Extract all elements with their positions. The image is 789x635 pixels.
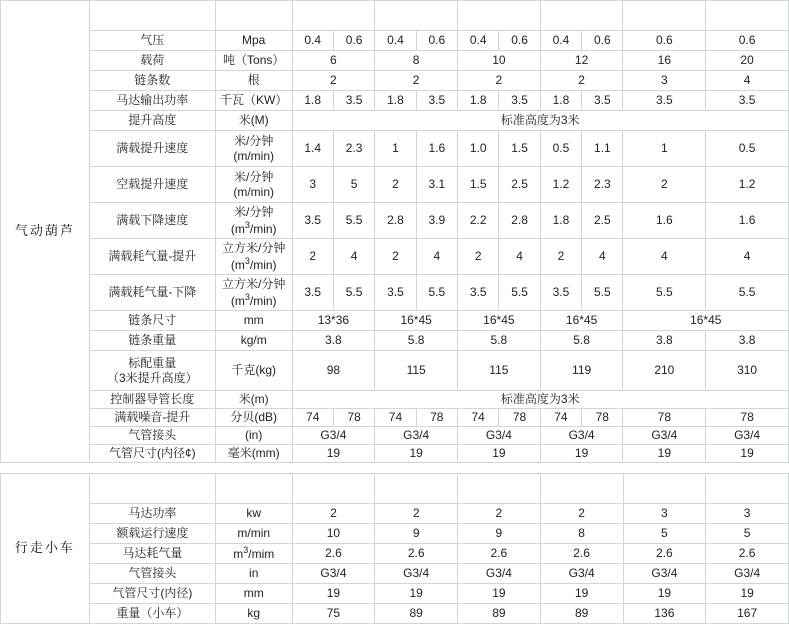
cell: 9 [458,524,541,544]
cell: 74 [540,409,581,427]
cell: 0.5 [706,131,789,167]
cell: 2 [292,504,375,524]
cell: G3/4 [706,564,789,584]
table-row [1,445,789,463]
table2-header-model-2: LSHQ8-2 [375,474,458,504]
cell: 2 [540,239,581,275]
cell: 9 [375,524,458,544]
table-separator [0,463,789,473]
cell: 2.3 [333,131,374,167]
cell: 2.6 [623,544,706,564]
cell: G3/4 [458,564,541,584]
cell: 0.6 [333,31,374,51]
cell: 0.4 [458,31,499,51]
table-row [1,564,789,584]
cell: 10 [458,51,541,71]
row-label: 气压 [89,31,215,51]
cell: 4 [333,239,374,275]
cell: 74 [458,409,499,427]
cell: 78 [623,409,706,427]
table2-header-row [1,474,789,504]
table-row [1,71,789,91]
cell: 3.8 [292,331,375,351]
cell: 136 [623,604,706,624]
table-row [1,409,789,427]
table1-header-model-5: LSHQ16-2 [623,1,706,31]
cell: 89 [375,604,458,624]
cell: 1 [375,131,416,167]
cell: 0.6 [623,31,706,51]
cell: 5.5 [416,275,457,311]
cell: 19 [540,445,623,463]
cell: 119 [540,351,623,391]
row-label: 额载运行速度 [89,524,215,544]
table2-side-label: 行走小车 [1,474,90,624]
row-label: 气管接头 [89,564,215,584]
cell: 13*36 [292,311,375,331]
cell: 5.5 [333,203,374,239]
table-row [1,239,789,275]
table1-side-label: 气动葫芦 [1,1,90,463]
cell: 3.1 [416,167,457,203]
cell: 2.3 [582,167,623,203]
cell: 5 [706,524,789,544]
table1-header-unit: 单 位 [215,1,292,31]
row-unit: kg [215,604,292,624]
table-row [1,51,789,71]
row-unit: mm [215,584,292,604]
cell: G3/4 [292,427,375,445]
cell: 19 [458,584,541,604]
cell: 2.6 [458,544,541,564]
table1-header-model-4: LSHQ12-2 [540,1,623,31]
cell: 89 [458,604,541,624]
cell: 8 [375,51,458,71]
cell: 3 [623,504,706,524]
cell: 1.5 [458,167,499,203]
cell: 2 [458,239,499,275]
cell: 3.5 [333,91,374,111]
table-row [1,604,789,624]
cell: 167 [706,604,789,624]
row-label: 满载耗气量-提升 [89,239,215,275]
cell: 19 [706,445,789,463]
row-label: 空载提升速度 [89,167,215,203]
cell: 3.5 [292,203,333,239]
cell: 1.8 [458,91,499,111]
table1-header-row [1,1,789,31]
cell: 3 [292,167,333,203]
cell: 3.5 [375,275,416,311]
cell: 19 [292,445,375,463]
cell: 5.5 [499,275,540,311]
cell: 16*45 [458,311,541,331]
cell: 3.5 [582,91,623,111]
cell: G3/4 [706,427,789,445]
table-row [1,504,789,524]
row-unit: 立方米/分钟 $(m^3/\min)$ [215,275,292,311]
cell: 2.8 [375,203,416,239]
table-row [1,391,789,409]
row-unit: 千瓦（KW） [215,91,292,111]
cell: 1.4 [292,131,333,167]
cell: 2 [292,239,333,275]
cell: 2 [540,504,623,524]
cell: 3.5 [706,91,789,111]
row-unit: kg/m [215,331,292,351]
cell: 16*45 [375,311,458,331]
cell: 2.6 [540,544,623,564]
row-unit: mm [215,311,292,331]
cell: 115 [458,351,541,391]
table1-header-model-2: LSHQ8-2 [375,1,458,31]
cell: G3/4 [540,564,623,584]
cell: 78 [416,409,457,427]
row-label: 气管尺寸(内径) [89,584,215,604]
row-label: 马达输出功率 [89,91,215,111]
table-row [1,203,789,239]
table-row [1,91,789,111]
cell: 20 [706,51,789,71]
row-unit: 米(M) [215,111,292,131]
cell: 1.1 [582,131,623,167]
table2-header-model-5: LSHQ16-2 [623,474,706,504]
cell: 19 [706,584,789,604]
cell: 19 [623,584,706,604]
row-label: 满载下降速度 [89,203,215,239]
cell: 3 [623,71,706,91]
row-label: 重量（小车） [89,604,215,624]
cell: 98 [292,351,375,391]
cell: 1.6 [623,203,706,239]
cell: 19 [458,445,541,463]
cell: 2.6 [706,544,789,564]
cell: 6 [292,51,375,71]
table2-header-unit: 单 位 [215,474,292,504]
row-unit: 立方米/分钟 $(m^3/\min)$ [215,239,292,275]
cell: 0.4 [292,31,333,51]
cell: 3.5 [623,91,706,111]
cell: 2 [458,71,541,91]
row-unit: kw [215,504,292,524]
cell: 3.8 [623,331,706,351]
cell: 2.8 [499,203,540,239]
cell: 2 [375,167,416,203]
row-label: 控制器导管长度 [89,391,215,409]
cell: 5 [333,167,374,203]
cell: 1.8 [292,91,333,111]
row-unit: $m^3$/mim [215,544,292,564]
cell: 2.6 [292,544,375,564]
cell: G3/4 [292,564,375,584]
row-label: 链条数 [89,71,215,91]
cell: 1.8 [540,91,581,111]
cell: 4 [499,239,540,275]
table2-header-model-3: LSHQ10-2 [458,474,541,504]
cell: 0.6 [706,31,789,51]
cell: 2.6 [375,544,458,564]
cell: 19 [623,445,706,463]
cell: 5 [623,524,706,544]
cell: 19 [375,584,458,604]
row-unit: 分贝(dB) [215,409,292,427]
table-row [1,544,789,564]
cell: 标准高度为3米 [292,111,788,131]
table-row [1,31,789,51]
cell: 0.5 [540,131,581,167]
cell: 19 [375,445,458,463]
table-row [1,427,789,445]
cell: 3.5 [499,91,540,111]
cell: 2 [458,504,541,524]
cell: 2 [623,167,706,203]
cell: G3/4 [375,564,458,584]
cell: 12 [540,51,623,71]
cell: 78 [333,409,374,427]
table-row [1,524,789,544]
row-label: 气管接头 [89,427,215,445]
cell: 89 [540,604,623,624]
cell: 5.5 [623,275,706,311]
row-label: 链条尺寸 [89,311,215,331]
row-label: 载荷 [89,51,215,71]
row-unit: 米/分钟 $(m^3/\min)$ [215,203,292,239]
row-unit: Mpa [215,31,292,51]
cell: 19 [292,584,375,604]
cell: 标准高度为3米 [292,391,788,409]
cell: G3/4 [623,427,706,445]
cell: 5.5 [333,275,374,311]
cell: 1.0 [458,131,499,167]
table-row [1,167,789,203]
cell: 5.5 [582,275,623,311]
cell: 2.5 [499,167,540,203]
cell: 115 [375,351,458,391]
cell: 3.5 [416,91,457,111]
table-row [1,331,789,351]
row-label: 马达功率 [89,504,215,524]
cell: G3/4 [375,427,458,445]
row-label: 标配重量 （3米提升高度） [89,351,215,391]
cell: 3.8 [706,331,789,351]
row-unit: 米/分钟 (m/min) [215,131,292,167]
cell: 0.6 [499,31,540,51]
row-unit: 千克(kg) [215,351,292,391]
cell: 3.5 [292,275,333,311]
row-label: 满载耗气量-下降 [89,275,215,311]
table-row [1,131,789,167]
cell: 78 [582,409,623,427]
cell: 5.8 [458,331,541,351]
cell: G3/4 [458,427,541,445]
cell: 0.6 [582,31,623,51]
table-row [1,275,789,311]
cell: 1.2 [540,167,581,203]
row-unit: 根 [215,71,292,91]
cell: 1.8 [540,203,581,239]
cell: 2 [292,71,375,91]
cell: 4 [706,71,789,91]
cell: 74 [292,409,333,427]
cell: 210 [623,351,706,391]
cell: 5.8 [375,331,458,351]
cell: 1.5 [499,131,540,167]
cell: 2 [540,71,623,91]
table1-header-model: 型 号 [89,1,215,31]
cell: 310 [706,351,789,391]
cell: 2.2 [458,203,499,239]
table-row [1,584,789,604]
table2-header-model-4: LSHQ12-2 [540,474,623,504]
cell: 10 [292,524,375,544]
row-unit: 米(m) [215,391,292,409]
row-label: 提升高度 [89,111,215,131]
cell: 78 [706,409,789,427]
cell: 1.2 [706,167,789,203]
cell: 2 [375,504,458,524]
cell: G3/4 [623,564,706,584]
cell: 1.6 [416,131,457,167]
cell: 1.6 [706,203,789,239]
row-unit: 吨（Tons） [215,51,292,71]
cell: 78 [499,409,540,427]
cell: 8 [540,524,623,544]
table1-header-model-1: LSHQ6-2 [292,1,375,31]
cell: 2 [375,239,416,275]
row-label: 链条重量 [89,331,215,351]
table-row [1,111,789,131]
cell: 2 [375,71,458,91]
cell: 4 [416,239,457,275]
cell: 16 [623,51,706,71]
row-label: 马达耗气量 [89,544,215,564]
table-row [1,351,789,391]
cell: 3.5 [458,275,499,311]
trolley-table [0,473,789,624]
cell: 0.4 [540,31,581,51]
cell: 3 [706,504,789,524]
table-row [1,311,789,331]
row-label: 满载噪音-提升 [89,409,215,427]
table2-header-model-6: LSHQ20-2 [706,474,789,504]
cell: 5.5 [706,275,789,311]
cell: 2.5 [582,203,623,239]
cell: 1.8 [375,91,416,111]
cell: 74 [375,409,416,427]
cell: 0.6 [416,31,457,51]
row-unit: 米/分钟 (m/min) [215,167,292,203]
cell: 0.4 [375,31,416,51]
table2-header-model-1: LSHQ6-2 [292,474,375,504]
cell: 3.9 [416,203,457,239]
cell: 4 [706,239,789,275]
table2-header-model: 型 号 [89,474,215,504]
row-label: 气管尺寸(内径¢) [89,445,215,463]
row-label: 满载提升速度 [89,131,215,167]
cell: 75 [292,604,375,624]
cell: 19 [540,584,623,604]
cell: 4 [582,239,623,275]
cell: 1 [623,131,706,167]
row-unit: m/min [215,524,292,544]
table1-header-model-3: LSHQ10-2 [458,1,541,31]
cell: G3/4 [540,427,623,445]
cell: 5.8 [540,331,623,351]
row-unit: (in) [215,427,292,445]
row-unit: 毫米(mm) [215,445,292,463]
cell: 4 [623,239,706,275]
cell: 16*45 [623,311,789,331]
row-unit: in [215,564,292,584]
cell: 3.5 [540,275,581,311]
cell: 16*45 [540,311,623,331]
table1-header-model-6: LSHQ20-2 [706,1,789,31]
